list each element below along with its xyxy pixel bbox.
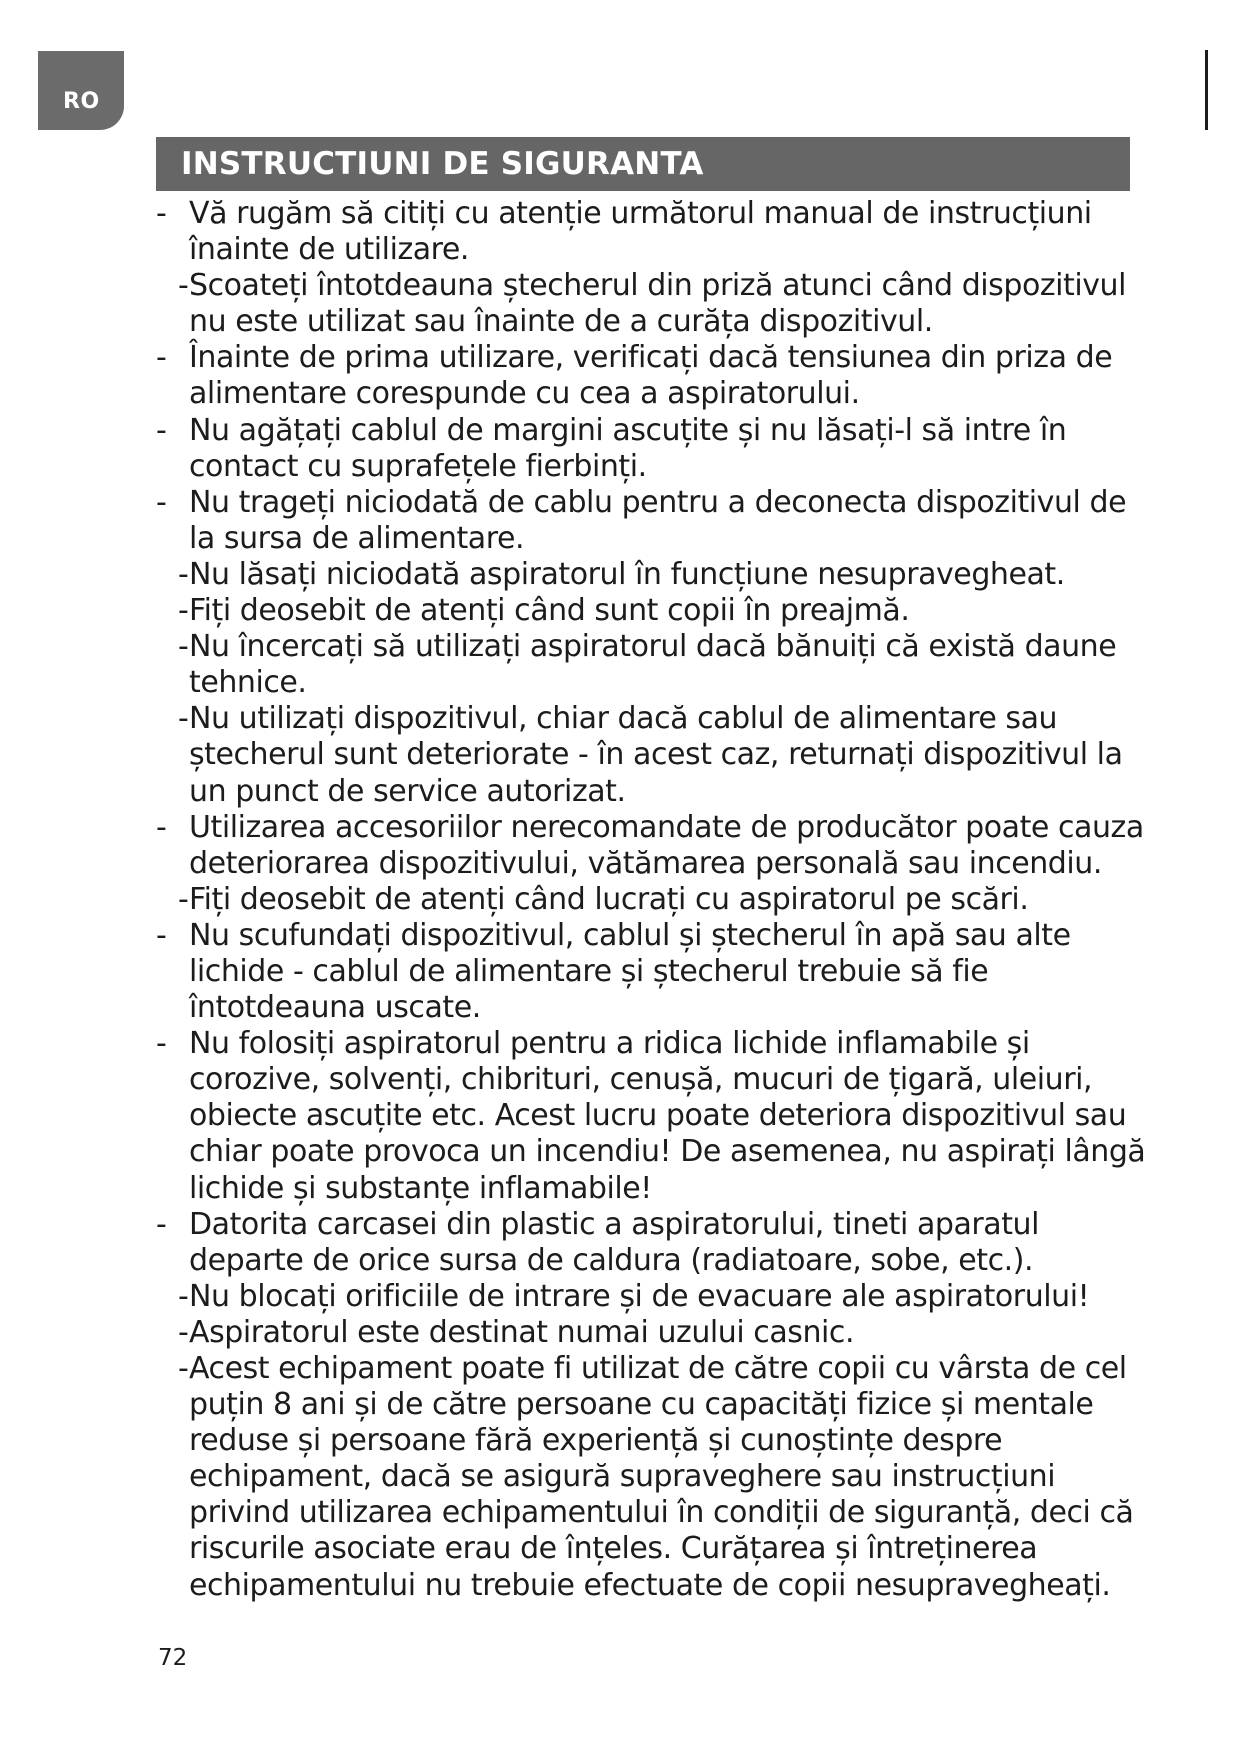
item-text: Scoateți întotdeauna ștecherul din priză atunci când dispozitivul nu este utilizat sau înainte de a curăța dispozitivul. xyxy=(189,268,1126,340)
item-dash: - xyxy=(156,1206,167,1242)
instruction-item xyxy=(0,810,1241,882)
item-dash: - xyxy=(178,1278,189,1314)
section-title: INSTRUCTIUNI DE SIGURANTA xyxy=(156,137,1130,191)
instruction-item xyxy=(0,1026,1241,1206)
item-text: Utilizarea accesoriilor nerecomandate de producător poate cauza deteriorarea dispozitivului, vătămarea personală sau incendiu. xyxy=(189,809,1144,881)
item-text: Datorita carcasei din plastic a aspiratorului, tineti aparatul departe de orice sursa de caldura (radiatoare, sobe, etc.). xyxy=(189,1206,1039,1278)
safety-instructions-list xyxy=(0,196,1241,1604)
item-dash: - xyxy=(156,1026,167,1062)
item-text: Nu blocați orificiile de intrare și de evacuare ale aspiratorului! xyxy=(189,1278,1090,1314)
item-text: Nu încercați să utilizați aspiratorul dacă bănuiți că există daune tehnice. xyxy=(189,629,1117,701)
instruction-item xyxy=(0,413,1241,485)
instruction-item xyxy=(0,882,1241,918)
language-tab: RO xyxy=(38,51,124,130)
instruction-item xyxy=(0,485,1241,557)
item-text: Nu lăsați niciodată aspiratorul în funcțiune nesupravegheat. xyxy=(189,556,1065,592)
instruction-item xyxy=(0,593,1241,629)
item-dash: - xyxy=(156,809,167,845)
instruction-item xyxy=(0,557,1241,593)
instruction-item xyxy=(0,1207,1241,1279)
corner-rule xyxy=(1205,50,1208,130)
item-text: Vă rugăm să citiți cu atenție următorul manual de instrucțiuni înainte de utilizare. xyxy=(189,196,1092,268)
item-dash: - xyxy=(156,340,167,376)
instruction-item xyxy=(0,196,1241,268)
item-dash: - xyxy=(178,881,189,917)
instruction-item xyxy=(0,629,1241,701)
instruction-item xyxy=(0,268,1241,340)
item-dash: - xyxy=(156,412,167,448)
instruction-item xyxy=(0,1315,1241,1351)
item-text: Acest echipament poate fi utilizat de către copii cu vârsta de cel puțin 8 ani și de către persoane cu capacități fizice și mentale reduse și persoane fără experiență și cunoștințe despre echipament, dacă se asigură supraveghere sau instrucțiuni privind utilizarea echipamentului în condiții de siguranță, deci că riscurile asociate erau de înțeles. Curățarea și întreținerea echipamentului nu trebuie efectuate de copii nesupravegheați. xyxy=(189,1351,1134,1603)
item-text: Nu agățați cablul de margini ascuțite și nu lăsați-l să intre în contact cu suprafețele fierbinți. xyxy=(189,412,1067,484)
item-text: Nu folosiți aspiratorul pentru a ridica lichide inflamabile și corozive, solvenți, chibrituri, cenușă, mucuri de țigară, uleiuri, obiecte ascuțite etc. Acest lucru poate deteriora dispozitivul sau chiar poate provoca un incendiu! De asemenea, nu aspirați lângă lichide și substanțe inflamabile! xyxy=(189,1026,1146,1206)
item-text: Fiți deosebit de atenți când lucrați cu aspiratorul pe scări. xyxy=(189,881,1029,917)
instruction-item xyxy=(0,1279,1241,1315)
item-dash: - xyxy=(156,484,167,520)
instruction-item xyxy=(0,340,1241,412)
item-text: Nu trageți niciodată de cablu pentru a deconecta dispozitivul de la sursa de alimentare. xyxy=(189,484,1127,556)
item-text: Nu utilizați dispozitivul, chiar dacă cablul de alimentare sau ștecherul sunt deteriorate - în acest caz, returnați dispozitivul la un punct de service autorizat. xyxy=(189,701,1123,809)
item-text: Fiți deosebit de atenți când sunt copii în preajmă. xyxy=(189,593,910,629)
page-number: 72 xyxy=(158,1645,188,1671)
item-dash: - xyxy=(178,593,189,629)
item-dash: - xyxy=(178,1314,189,1350)
instruction-item xyxy=(0,918,1241,1026)
item-dash: - xyxy=(178,268,189,304)
item-text: Înainte de prima utilizare, verificați dacă tensiunea din priza de alimentare corespunde cu cea a aspiratorului. xyxy=(189,340,1113,412)
item-dash: - xyxy=(178,556,189,592)
instruction-item xyxy=(0,1351,1241,1604)
item-dash: - xyxy=(178,701,189,737)
item-dash: - xyxy=(156,917,167,953)
item-text: Nu scufundați dispozitivul, cablul și ștecherul în apă sau alte lichide - cablul de alimentare și ștecherul trebuie să fie întotdeauna uscate. xyxy=(189,917,1071,1026)
item-dash: - xyxy=(156,196,167,231)
item-dash: - xyxy=(178,629,189,665)
item-dash: - xyxy=(178,1351,189,1386)
instruction-item xyxy=(0,701,1241,809)
item-text: Aspiratorul este destinat numai uzului casnic. xyxy=(189,1314,855,1350)
